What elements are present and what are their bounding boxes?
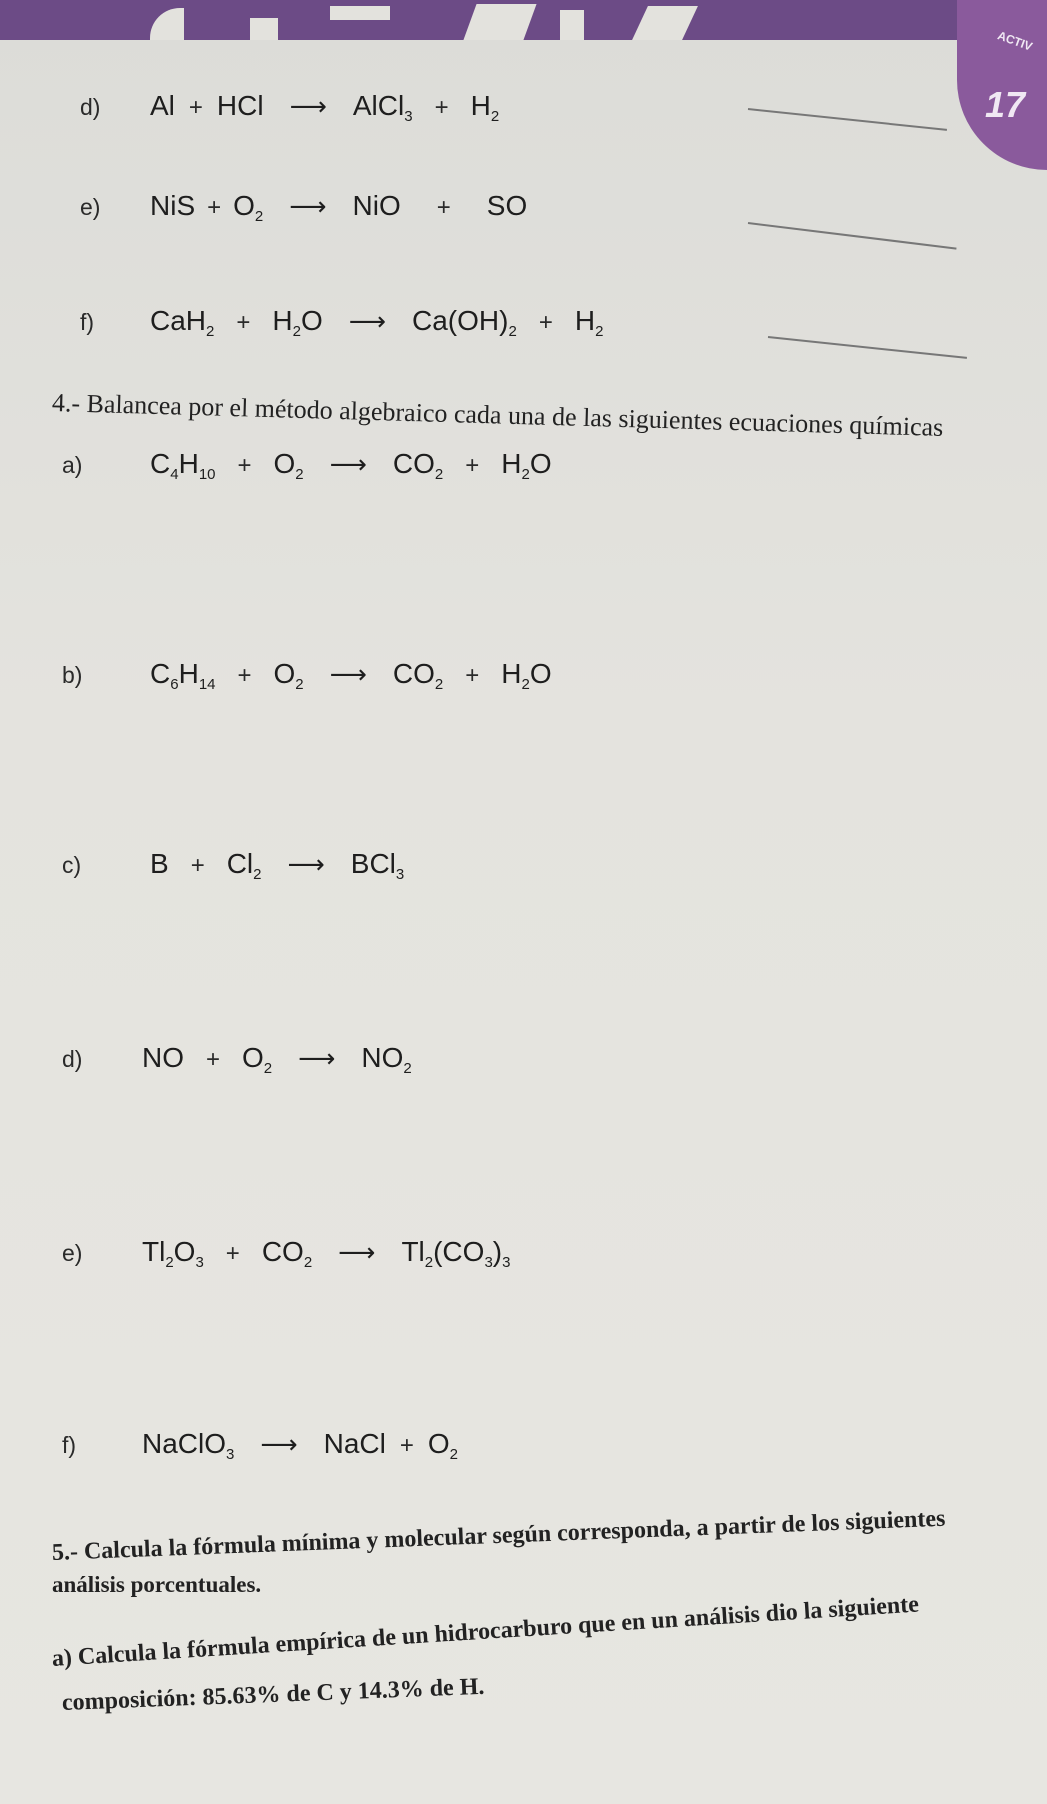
answer-line [748, 222, 957, 250]
equation-3d [80, 90, 499, 125]
reactant: HCl [216, 90, 264, 121]
item-letter: d) [62, 1046, 83, 1072]
item-letter: b) [62, 662, 83, 688]
reactant: $Tl_2O_3$ [142, 1236, 204, 1271]
plus-sign: + [538, 309, 553, 336]
section-5-heading-line2: análisis porcentuales. [52, 1572, 262, 1597]
plus-sign: + [190, 852, 205, 879]
banner-letter-shape [250, 18, 278, 40]
product: $H_2O$ [501, 448, 552, 483]
reaction-arrow: ⟶ [260, 1430, 298, 1460]
reactant: NaClO$_3$ [142, 1428, 235, 1463]
plus-sign: + [237, 452, 252, 479]
product: SO [486, 190, 528, 221]
product: $O_2$ [427, 1428, 459, 1463]
item-letter: d) [80, 94, 101, 120]
reactant: $Cl_2$ [226, 848, 262, 883]
item-letter: a) [62, 452, 83, 478]
product: $H_2$ [574, 305, 604, 340]
product: $H_2O$ [501, 658, 552, 693]
plus-sign: + [207, 194, 222, 221]
product: $NO_2$ [361, 1042, 412, 1077]
reaction-arrow: ⟶ [298, 1044, 336, 1074]
product: $CO_2$ [392, 658, 444, 693]
product: $H_2$ [470, 90, 500, 125]
item-letter: e) [80, 194, 101, 220]
reaction-arrow: ⟶ [329, 450, 367, 480]
answer-line [768, 336, 967, 359]
reactant: $O_2$ [242, 1042, 273, 1077]
reactant: $C_4H_{10}$ [150, 448, 216, 483]
equation-4b [62, 658, 552, 693]
product: NaCl [323, 1428, 386, 1459]
reactant: $O_2$ [273, 448, 304, 483]
plus-sign: + [465, 452, 480, 479]
plus-sign: + [399, 1432, 414, 1459]
reactant: $O_2$ [273, 658, 304, 693]
item-letter: f) [80, 309, 95, 335]
activity-badge-label: ACTIV [995, 28, 1035, 54]
reaction-arrow: ⟶ [338, 1238, 376, 1268]
item-letter: f) [62, 1432, 77, 1458]
reactant: Al [150, 90, 175, 121]
top-banner [0, 0, 1047, 40]
banner-letter-shape [560, 10, 584, 40]
reaction-arrow: ⟶ [329, 660, 367, 690]
reactant: B [150, 848, 169, 879]
section-5a-line2: composición: 85.63% de C y 14.3% de H. [61, 1673, 485, 1716]
equation-4a [62, 448, 552, 483]
plus-sign: + [206, 1046, 221, 1073]
answer-line [748, 108, 947, 131]
section-5a-line1: a) Calcula la fórmula empírica de un hidrocarburo que en un análisis dio la siguiente [51, 1591, 920, 1672]
reaction-arrow: ⟶ [287, 850, 325, 880]
reactant: $CO_2$ [261, 1236, 313, 1271]
reactant: $C_6H_{14}$ [150, 658, 216, 693]
reactant: NiS [150, 190, 196, 221]
reactant: NO [142, 1042, 184, 1073]
product: $Tl_2(CO_3)_3$ [401, 1236, 511, 1271]
equation-3e [80, 190, 527, 225]
reactant: $H_2O$ [272, 305, 323, 340]
plus-sign: + [465, 662, 480, 689]
product: NiO [352, 190, 401, 221]
reaction-arrow: ⟶ [289, 192, 327, 222]
banner-letter-shape [330, 6, 390, 20]
reactant: CaH$_2$ [150, 305, 215, 340]
equation-4f [62, 1428, 458, 1463]
plus-sign: + [434, 94, 449, 121]
section-5-heading-line1: 5.- Calcula la fórmula mínima y molecular según corresponda, a partir de los siguientes [51, 1505, 946, 1566]
product: BCl$_3$ [350, 848, 405, 883]
product: $CO_2$ [392, 448, 444, 483]
product: $Ca(OH)_2$ [412, 305, 517, 340]
reaction-arrow: ⟶ [348, 307, 387, 337]
plus-sign: + [436, 194, 451, 221]
reaction-arrow: ⟶ [289, 92, 327, 122]
equation-4c [62, 848, 404, 883]
item-letter: c) [62, 852, 82, 878]
item-letter: e) [62, 1240, 83, 1266]
equation-4e [62, 1236, 510, 1271]
section-4-heading: 4.- Balancea por el método algebraico cada una de las siguientes ecuaciones químicas [51, 388, 944, 442]
equation-3f [80, 305, 603, 340]
reactant: $O_2$ [233, 190, 264, 225]
activity-badge [957, 0, 1047, 170]
plus-sign: + [225, 1240, 240, 1267]
plus-sign: + [236, 309, 251, 336]
equation-4d [62, 1042, 412, 1077]
plus-sign: + [237, 662, 252, 689]
product: AlCl$_3$ [352, 90, 413, 125]
activity-badge-number: 17 [984, 84, 1025, 125]
plus-sign: + [188, 94, 203, 121]
